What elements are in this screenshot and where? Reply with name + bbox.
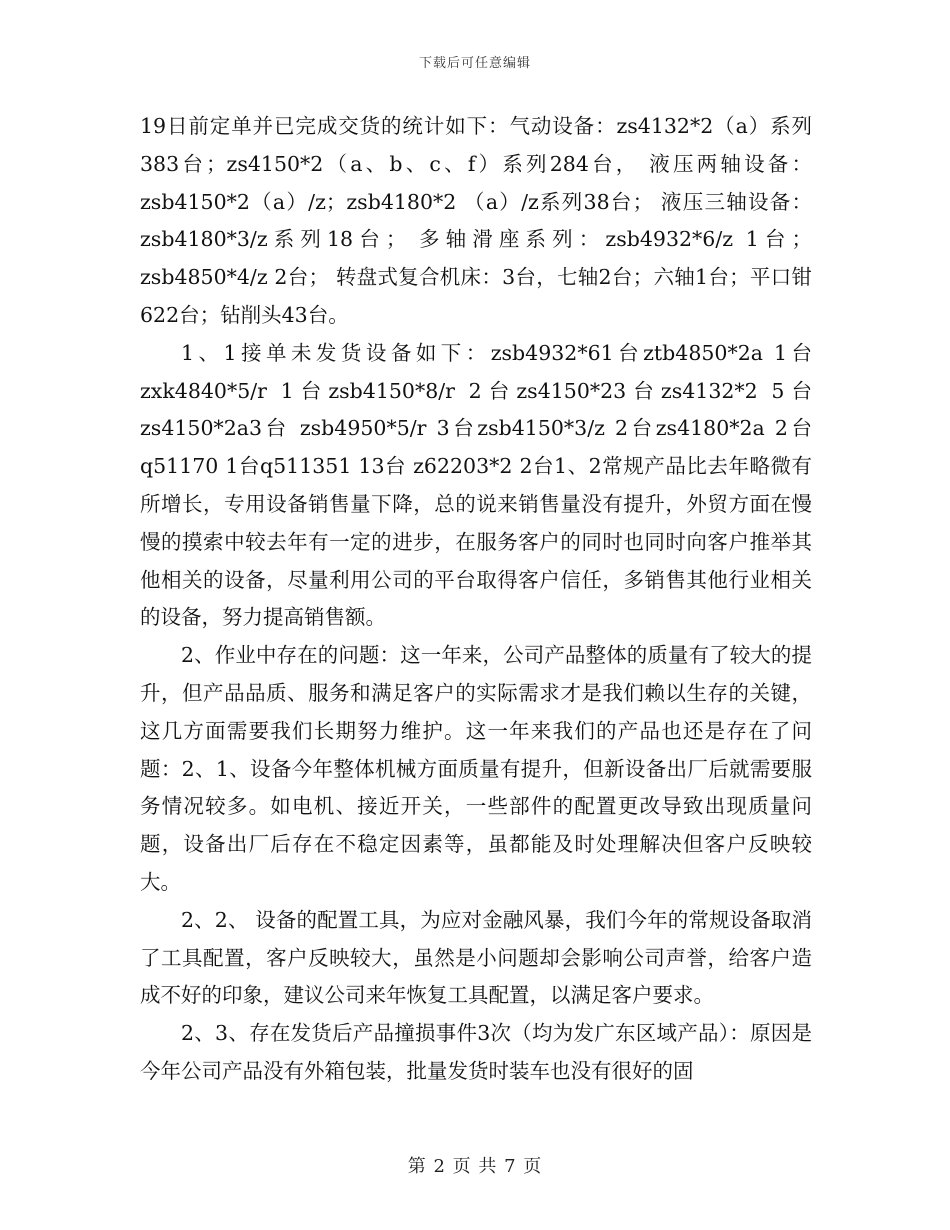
document-body	[140, 108, 812, 1091]
paragraph-shipping-damage: 2、3、存在发货后产品撞损事件3次（均为发广东区域产品）：原因是今年公司产品没有外箱包装，批量发货时装车也没有很好的固	[140, 1021, 812, 1083]
page-header: 下载后可任意编辑	[418, 56, 531, 71]
paragraph-delivery-stats: 19日前定单并已完成交货的统计如下：气动设备：zs4132*2（a）系列383台；zs4150*2（a、b、c、f）系列284台， 液压两轴设备：zsb4150*2（a）/z；zsb4180*2 （a）/z系列38台； 液压三轴设备：zsb4180*3/z系列18台； 多轴滑座系列：zsb4932*6/z 1台；zsb4850*4/z 2台； 转盘式复合机床：3台，七轴2台；六轴1台；平口钳622台；钻削头43台。	[140, 114, 812, 327]
paragraph-tool-config: 2、2、 设备的配置工具，为应对金融风暴，我们今年的常规设备取消了工具配置，客户反映较大，虽然是小问题却会影响公司声誉，给客户造成不好的印象，建议公司来年恢复工具配置，以满足客户要求。	[140, 907, 812, 1008]
paragraph-pending-orders: 1、1接单未发货设备如下：zsb4932*61台ztb4850*2a 1台zxk4840*5/r 1台zsb4150*8/r 2台zs4150*23台zs4132*2 5台zs4150*2a3台 zsb4950*5/r 3台zsb4150*3/z 2台zs4180*2a 2台q51170 1台q511351 13台 z62203*2 2台1、2常规产品比去年略微有所增长，专用设备销售量下降，总的说来销售量没有提升，外贸方面在慢慢的摸索中较去年有一定的进步，在服务客户的同时也同时向客户推举其他相关的设备，尽量利用公司的平台取得客户信任，多销售其他行业相关的设备，努力提高销售额。	[140, 340, 812, 630]
page-footer: 第 2 页 共 7 页	[407, 1156, 543, 1177]
paragraph-work-problems: 2、作业中存在的问题：这一年来，公司产品整体的质量有了较大的提升，但产品品质、服务和满足客户的实际需求才是我们赖以生存的关键，这几方面需要我们长期努力维护。这一年来我们的产品也还是存在了问题：2、1、设备今年整体机械方面质量有提升，但新设备出厂后就需要服务情况较多。如电机、接近开关，一些部件的配置更改导致出现质量问题，设备出厂后存在不稳定因素等，虽都能及时处理解决但客户反映较大。	[140, 643, 812, 894]
